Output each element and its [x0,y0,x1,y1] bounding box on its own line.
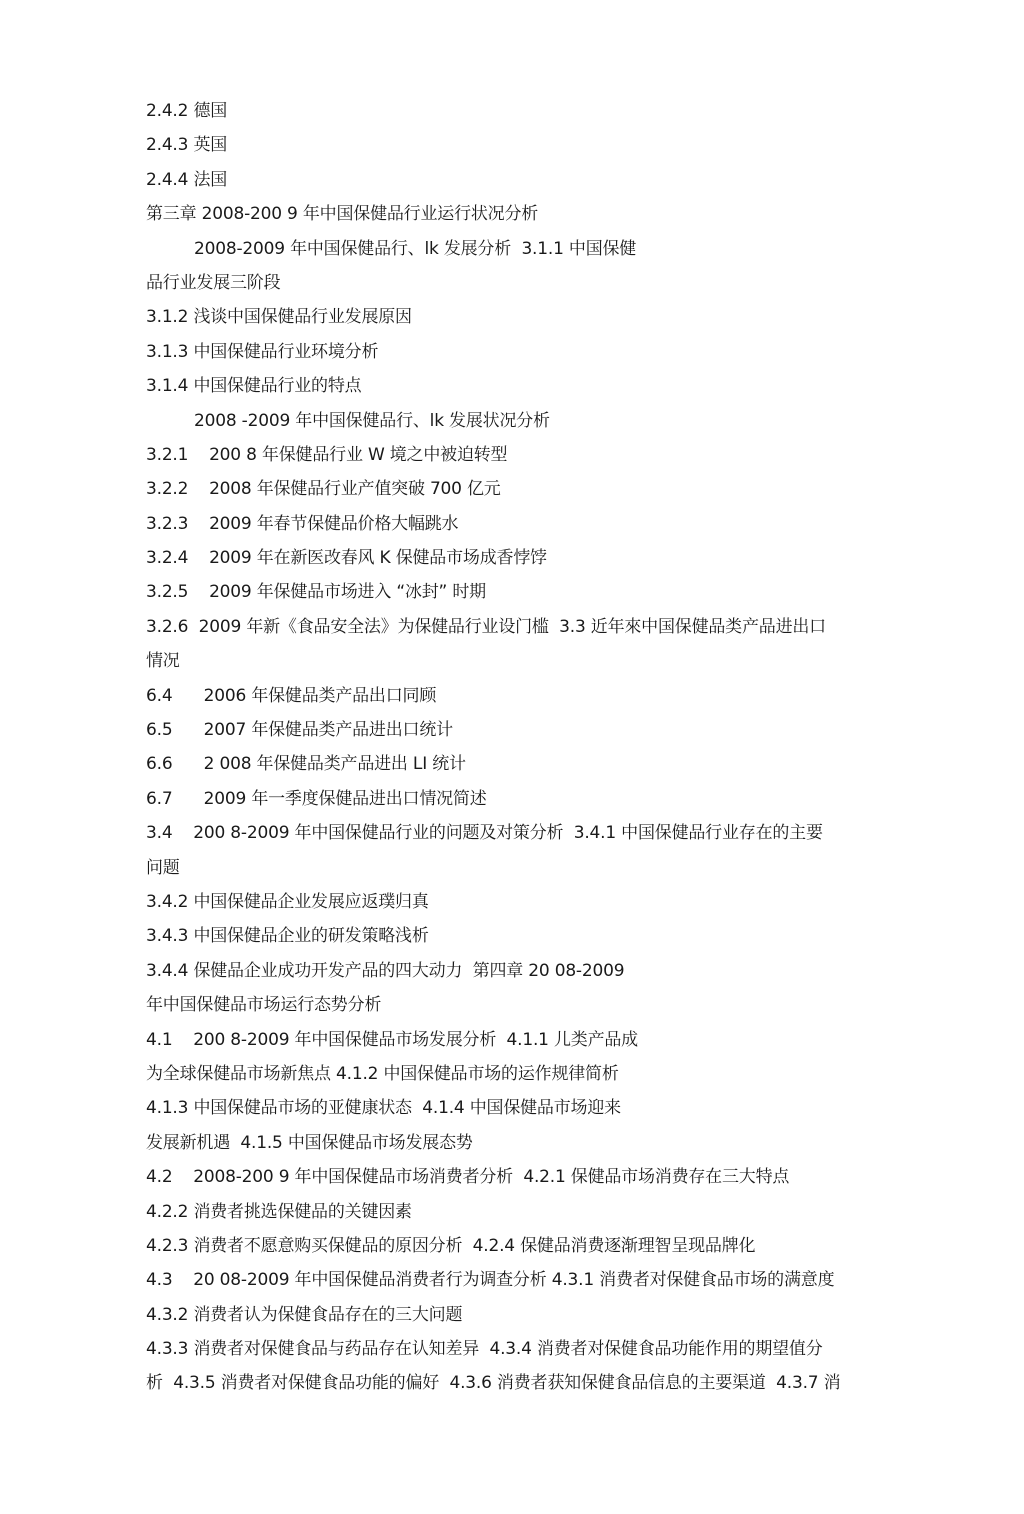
toc-line: 4.1.3 中国保健品市场的亚健康状态 4.1.4 中国保健品市场迎来 [146,1098,621,1119]
toc-line: 3.4.2 中国保健品企业发展应返璞归真 [146,891,429,912]
toc-line: 3.1.4 中国保健品行业的特点 [146,376,362,397]
toc-line: 4.2 2008-200 9 年中国保健品市场消费者分析 4.2.1 保健品市场消费存在三大特点 [146,1167,790,1188]
toc-line: 3.4.3 中国保健品企业的研发策略浅析 [146,926,429,947]
toc-line: 发展新机遇 4.1.5 中国保健品市场发展态势 [146,1132,473,1153]
toc-line: 析 4.3.5 消费者对保健食品功能的偏好 4.3.6 消费者获知保健食品信息的主要渠道 4.3.7 消 [146,1373,841,1394]
toc-line: 3.2.3 2009 年春节保健品价格大幅跳水 [146,513,459,534]
toc-line: 3.4 200 8-2009 年中国保健品行业的问题及对策分析 3.4.1 中国保健品行业存在的主要 [146,823,823,844]
toc-text-block [146,97,916,1404]
toc-line: 6.5 2007 年保健品类产品进出口统计 [146,720,453,741]
toc-line: 3.1.3 中国保健品行业环境分析 [146,341,379,362]
toc-line: 年中国保健品市场运行态势分析 [146,995,382,1016]
toc-line: 3.2.4 2009 年在新医改春风 K 保健品市场成香悖饽 [146,548,547,569]
toc-line: 3.4.4 保健品企业成功开发产品的四大动力 第四章 20 08-2009 [146,960,625,981]
toc-line: 6.4 2006 年保健品类产品出口同顾 [146,685,437,706]
toc-line: 6.6 2 008 年保健品类产品进出 LI 统计 [146,754,466,775]
toc-line: 2.4.2 德国 [146,101,228,121]
toc-line: 4.1 200 8-2009 年中国保健品市场发展分析 4.1.1 儿类产品成 [146,1029,638,1050]
toc-line: 3.2.5 2009 年保健品市场进入 “冰封” 时期 [146,582,486,603]
toc-line: 4.3 20 08-2009 年中国保健品消费者行为调查分析 4.3.1 消费者对保健食品市场的满意度 [146,1270,835,1291]
toc-line: 4.2.3 消费者不愿意购买保健品的原因分析 4.2.4 保健品消费逐渐理智呈现品牌化 [146,1235,756,1256]
toc-line: 3.2.2 2008 年保健品行业产值突破 700 亿元 [146,479,501,500]
toc-line: 3.2.1 200 8 年保健品行业 W 境之中被迫转型 [146,444,508,465]
toc-line: 4.3.3 消费者对保健食品与药品存在认知差异 4.3.4 消费者对保健食品功能作用的期望值分 [146,1339,823,1360]
toc-line: 2008 -2009 年中国保健品行、lk 发展状况分析 [194,410,550,431]
toc-line: 为全球保健品市场新焦点 4.1.2 中国保健品市场的运作规律简析 [146,1063,619,1084]
toc-line: 4.2.2 消费者挑选保健品的关键因素 [146,1201,412,1222]
toc-line: 6.7 2009 年一季度保健品进出口情况简述 [146,788,487,809]
toc-line: 2.4.3 英国 [146,135,228,156]
toc-line: 3.2.6 2009 年新《食品安全法》为保健品行业设门槛 3.3 近年來中国保健品类产品进出口 [146,616,826,637]
toc-line: 品行业发展三阶段 [146,272,281,293]
toc-line: 3.1.2 浅谈中国保健品行业发展原因 [146,307,412,328]
toc-line: 2008-2009 年中国保健品行、lk 发展分析 3.1.1 中国保健 [194,238,637,259]
toc-line: 2.4.4 法国 [146,169,228,190]
chapter-heading: 第三章 2008-200 9 年中国保健品行业运行状况分析 [146,204,539,225]
toc-line: 情况 [146,651,180,672]
toc-line: 问题 [146,857,180,878]
toc-line: 4.3.2 消费者认为保健食品存在的三大问题 [146,1304,463,1325]
